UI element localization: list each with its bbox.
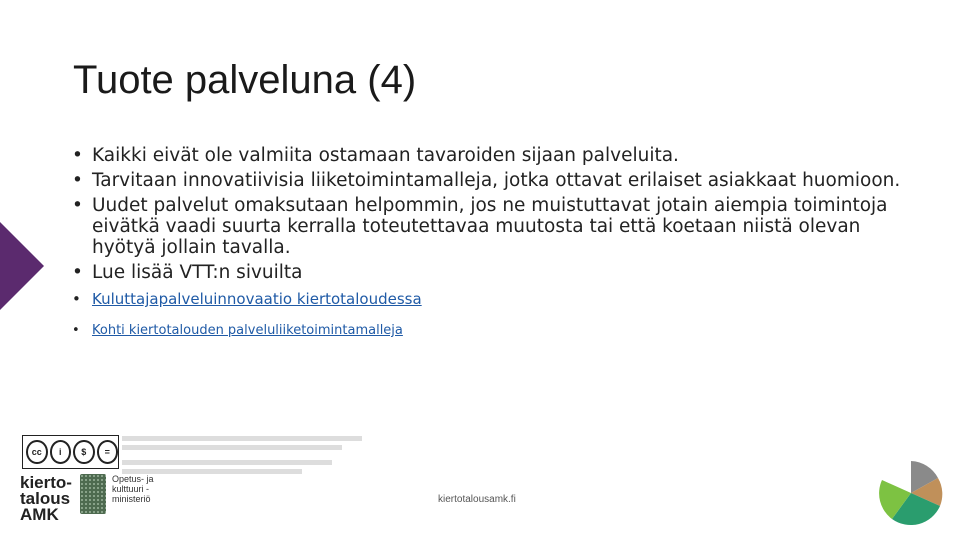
- cc-license-badge[interactable]: [22, 435, 119, 469]
- link-kohti-kiertotalouden[interactable]: Kohti kiertotalouden palveluliiketoimintamalleja: [92, 323, 403, 338]
- pie-logo-icon: [878, 460, 944, 526]
- okm-emblem-icon: [80, 474, 106, 514]
- cc-icon: cc: [26, 440, 48, 464]
- license-fine-print: [122, 436, 372, 478]
- decorative-purple-triangle: [0, 222, 44, 310]
- sharealike-icon: =: [97, 440, 119, 464]
- bullet-item: • Kaikki eivät ole valmiita ostamaan tavaroiden sijaan palveluita.: [72, 145, 902, 166]
- bullet-item: • Uudet palvelut omaksutaan helpommin, jos ne muistuttavat jotain aiempia toimintoja eivätkä vaadi suurta kerralla toteutettavaa muutosta tai että koetaan niistä olevan hyötyä jollain tavalla.: [72, 195, 902, 258]
- attribution-icon: i: [50, 440, 72, 464]
- link-item: [72, 289, 902, 310]
- footer-url: kiertotalousamk.fi: [438, 494, 516, 505]
- slide-title: Tuote palveluna (4): [73, 58, 417, 102]
- bullet-item: • Lue lisää VTT:n sivuilta: [72, 262, 902, 283]
- link-kuluttajapalveluinnovaatio[interactable]: Kuluttajapalveluinnovaatio kiertotaloudessa: [92, 290, 422, 308]
- link-item: [72, 320, 902, 341]
- okm-logo: Opetus- ja kulttuuri - ministeriö: [80, 474, 154, 514]
- bullet-item: • Tarvitaan innovatiivisia liiketoimintamalleja, jotka ottavat erilaiset asiakkaat huomioon.: [72, 170, 902, 191]
- noncommercial-icon: $: [73, 440, 95, 464]
- kiertotalous-amk-logo: kierto- talous AMK: [20, 473, 72, 524]
- bullet-list: [72, 145, 902, 351]
